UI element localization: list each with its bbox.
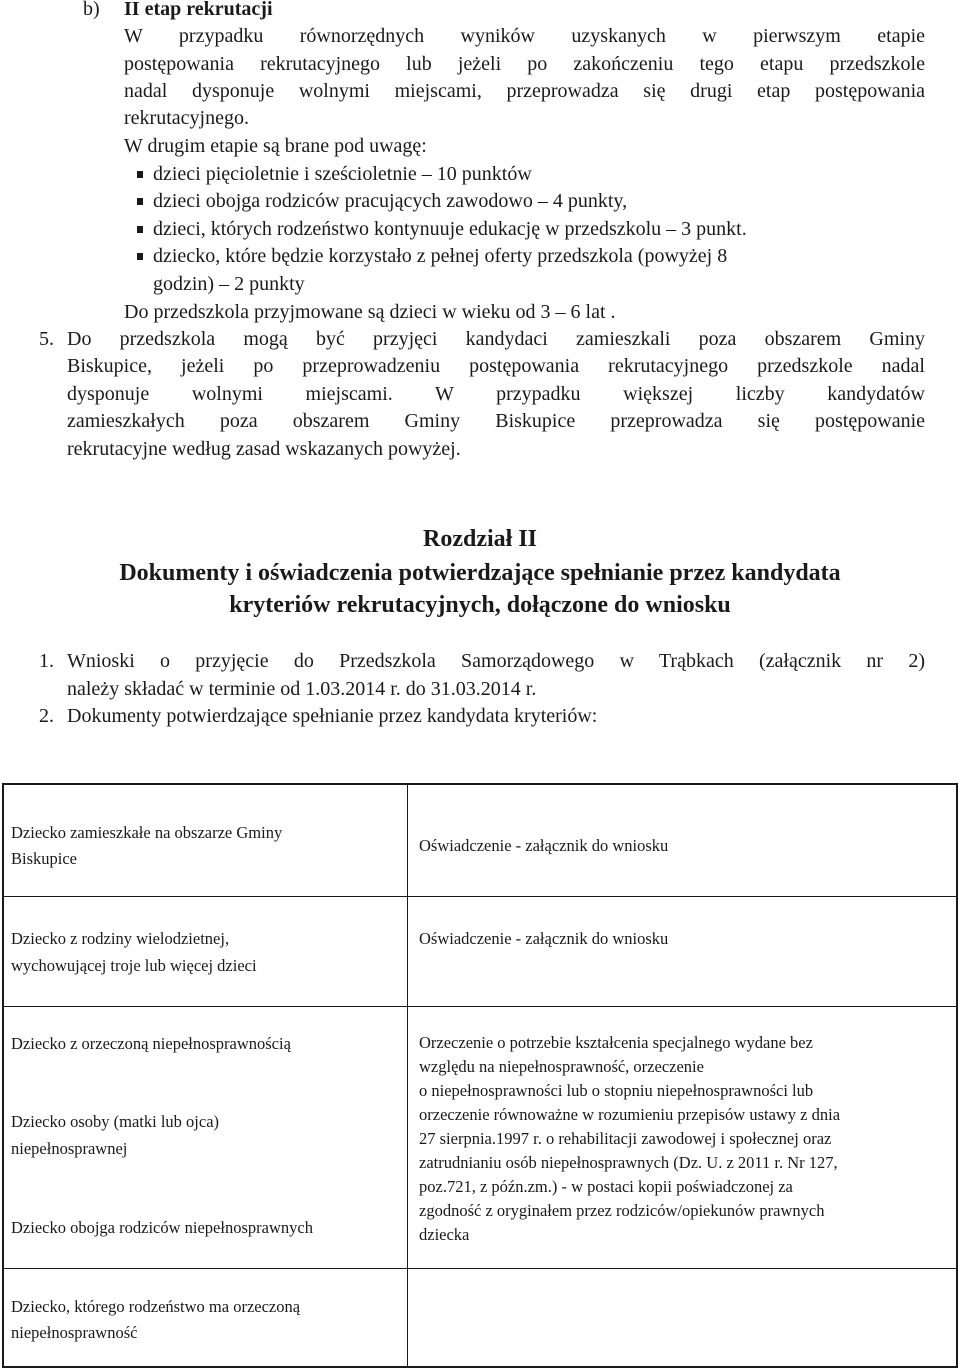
criterion-cell: Dziecko, którego rodzeństwo ma orzeczoną — [11, 1297, 301, 1316]
criterion-item: dziecko, które będzie korzystało z pełnej oferty przedszkola (powyżej 8 — [153, 245, 728, 267]
document-cell-line: poz.721, z późn.zm.) - w postaci kopii poświadczonej za — [419, 1177, 793, 1196]
table-cell — [407, 1268, 957, 1367]
criteria-intro: W drugim etapie są brane pod uwagę: — [124, 135, 427, 157]
criterion-item: dzieci pięcioletnie i sześcioletnie – 10 punktów — [153, 163, 532, 185]
criterion-cell: Dziecko osoby (matki lub ojca) — [11, 1112, 220, 1131]
bullet-icon — [137, 226, 143, 233]
chapter-subtitle: kryteriów rekrutacyjnych, dołączone do wniosku — [229, 592, 731, 618]
criterion-item: dzieci obojga rodziców pracujących zawodowo – 4 punkty, — [153, 190, 628, 212]
criterion-cell: Dziecko z orzeczoną niepełnosprawnością — [11, 1034, 291, 1053]
item1-line: Wnioski o przyjęcie do Przedszkola Samorządowego w Trąbkach (załącznik nr 2) — [67, 650, 925, 672]
paragraph-line: rekrutacyjnego. — [124, 107, 249, 129]
document-cell-line: 27 sierpnia.1997 r. o rehabilitacji zawodowej i społecznej oraz — [419, 1129, 832, 1148]
bullet-icon — [137, 171, 143, 178]
table-cell — [3, 896, 407, 1006]
paragraph-line: W przypadku równorzędnych wyników uzyskanych w pierwszym etapie — [124, 25, 925, 47]
document-cell-line: zatrudnianiu osób niepełnosprawnych (Dz. U. z 2011 r. Nr 127, — [419, 1153, 838, 1172]
point5-line: rekrutacyjne według zasad wskazanych powyżej. — [67, 438, 461, 460]
paragraph-line: nadal dysponuje wolnymi miejscami, przeprowadza się drugi etap postępowania — [124, 80, 925, 102]
criterion-cell: Biskupice — [11, 849, 77, 868]
criterion-cell: Dziecko zamieszkałe na obszarze Gminy — [11, 823, 283, 842]
chapter-subtitle: Dokumenty i oświadczenia potwierdzające spełnianie przez kandydata — [119, 560, 841, 586]
item2-text: Dokumenty potwierdzające spełnianie przez kandydata kryteriów: — [67, 705, 598, 727]
item-number: 2. — [39, 705, 54, 727]
document-cell-line: o niepełnosprawności lub o stopniu niepełnosprawności lub — [419, 1081, 814, 1100]
criterion-cell: Dziecko z rodziny wielodzietnej, — [11, 929, 230, 948]
document-cell-line: Orzeczenie o potrzebie kształcenia specjalnego wydane bez — [419, 1033, 813, 1052]
document-cell-line: zgodność z oryginałem przez rodziców/opiekunów prawnych — [419, 1201, 825, 1220]
point5-line: Do przedszkola mogą być przyjęci kandydaci zamieszkali poza obszarem Gminy — [67, 328, 925, 350]
criterion-item: dzieci, których rodzeństwo kontynuuje edukację w przedszkolu – 3 punkt. — [153, 218, 747, 240]
bullet-icon — [137, 253, 143, 260]
table-cell — [407, 896, 957, 1006]
item1-line: należy składać w terminie od 1.03.2014 r. do 31.03.2014 r. — [67, 678, 537, 700]
section-heading: II etap rekrutacji — [124, 0, 273, 20]
age-note: Do przedszkola przyjmowane są dzieci w wieku od 3 – 6 lat . — [124, 301, 616, 323]
chapter-title: Rozdział II — [423, 526, 537, 552]
bullet-icon — [137, 198, 143, 205]
document-cell-line: orzeczenie równoważne w rozumieniu przepisów ustawy z dnia — [419, 1105, 841, 1124]
document-cell-line: dziecka — [419, 1225, 470, 1244]
point5-line: zamieszkałych poza obszarem Gminy Biskupice przeprowadza się postępowanie — [67, 410, 925, 432]
criterion-cell: niepełnosprawność — [11, 1323, 138, 1342]
document-cell: Oświadczenie - załącznik do wniosku — [419, 929, 669, 948]
point5-line: Biskupice, jeżeli po przeprowadzeniu postępowania rekrutacyjnego przedszkole nadal — [67, 355, 925, 377]
point-number: 5. — [39, 328, 54, 350]
item-number: 1. — [39, 650, 54, 672]
paragraph-line: postępowania rekrutacyjnego lub jeżeli po zakończeniu tego etapu przedszkole — [124, 53, 925, 75]
criterion-item-continuation: godzin) – 2 punkty — [153, 273, 305, 295]
point5-line: dysponuje wolnymi miejscami. W przypadku większej liczby kandydatów — [67, 383, 925, 405]
criterion-cell: niepełnosprawnej — [11, 1139, 128, 1158]
document-cell-line: względu na niepełnosprawność, orzeczenie — [419, 1057, 704, 1076]
criterion-cell: Dziecko obojga rodziców niepełnosprawnych — [11, 1218, 313, 1237]
document-cell: Oświadczenie - załącznik do wniosku — [419, 836, 669, 855]
criterion-cell: wychowującej troje lub więcej dzieci — [11, 956, 257, 975]
list-marker-b: b) — [83, 0, 100, 20]
